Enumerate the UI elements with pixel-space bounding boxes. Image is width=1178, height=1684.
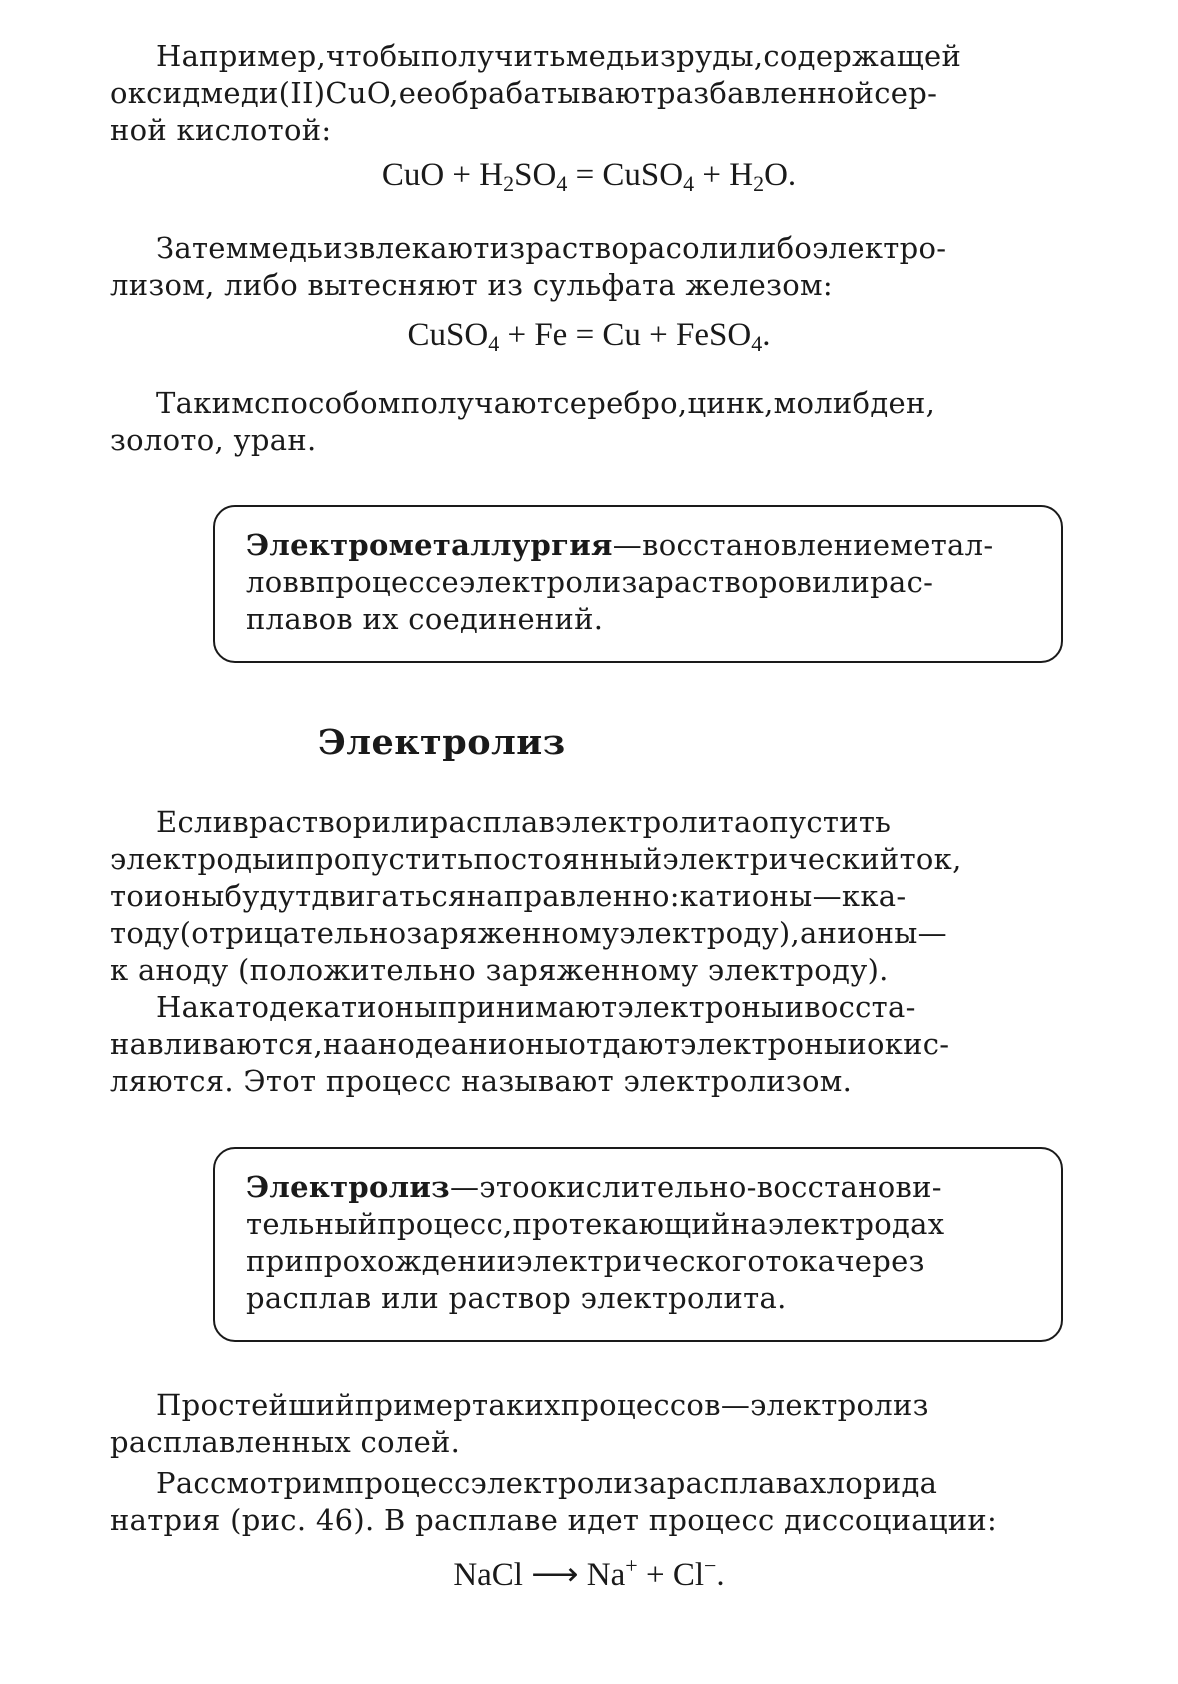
definition-line: тельныйпроцесс,протекающийнаэлектродах [246,1207,945,1241]
text-line: Например,чтобыполучитьмедьизруды,содержащей [156,39,962,73]
text-line: Накатодекатионыпринимаютэлектроныивосста- [156,990,916,1024]
text-line: электродыипропуститьпостоянныйэлектрическийток, [110,842,962,876]
text-line: натрия (рис. 46). В расплаве идет процесс диссоциации: [110,1503,998,1537]
equation-cuo-h2so4: CuO + $H_2SO_4$ = CuSO$_4$ + $H_2O$. [381,157,797,196]
text-line: лизом, либо вытесняют из сульфата железом: [110,268,833,302]
text-line: ной кислотой: [110,113,332,147]
section-heading: Электролиз [318,722,566,763]
definition-line: припрохожденииэлектрическоготокачерез [246,1244,925,1278]
definition-term: Электролиз [246,1170,450,1204]
paragraph-other-metals [110,385,1070,459]
text-line: к аноду (положительно заряженному электроду). [110,953,889,987]
text-line: золото, уран. [110,423,317,457]
text-line: Такимспособомполучаютсеребро,цинк,молибден, [156,386,936,420]
paragraph-molten-salts [110,1387,1070,1461]
text-line: навливаются,наанодеанионыотдаютэлектроныиокис- [110,1027,950,1061]
definition-box-electrometallurgy [213,505,1063,663]
text-line: расплавленных солей. [110,1425,461,1459]
paragraph-nacl-electrolysis [110,1465,1070,1539]
equation-cuso4-fe: CuSO$_4$ + Fe = Cu + FeSO$_4$. [407,317,771,356]
text-line: тоду(отрицательнозаряженномуэлектроду),анионы— [110,916,947,950]
equation-nacl-dissociation: NaCl ⟶ Na+ + Cl−. [453,1553,725,1593]
paragraph-copper-ore [110,38,1070,149]
text-line: Есливрастворилирасплавэлектролитаопустить [156,805,892,839]
reaction-arrow-icon: ⟶ [531,1557,579,1593]
definition-box-electrolysis [213,1147,1063,1342]
paragraph-electrolysis-intro [110,804,1070,989]
paragraph-copper-extraction [110,230,1070,304]
text-line: ляются. Этот процесс называют электролизом. [110,1064,853,1098]
text-line: Затеммедьизвлекаютизрастворасолилибоэлектро- [156,231,947,265]
paragraph-cathode-anode [110,989,1070,1100]
definition-line: Электрометаллургия—восстановлениеметал- [246,528,994,562]
text-line: оксидмеди(II)CuO,ееобрабатываютразбавленнойсер- [110,76,938,110]
definition-line: плавов их соединений. [246,602,604,636]
text-line: тоионыбудутдвигатьсянаправленно:катионы—кка- [110,879,907,913]
text-line: Рассмотримпроцессэлектролизарасплавахлорида [156,1466,938,1500]
definition-line: Электролиз—этоокислительно-восстанови- [246,1170,942,1204]
text-line: Простейшийпримертакихпроцессов—электролиз [156,1388,929,1422]
definition-term: Электрометаллургия [246,528,613,562]
definition-line: ловвпроцессеэлектролизарастворовилирас- [246,565,934,599]
definition-line: расплав или раствор электролита. [246,1281,787,1315]
